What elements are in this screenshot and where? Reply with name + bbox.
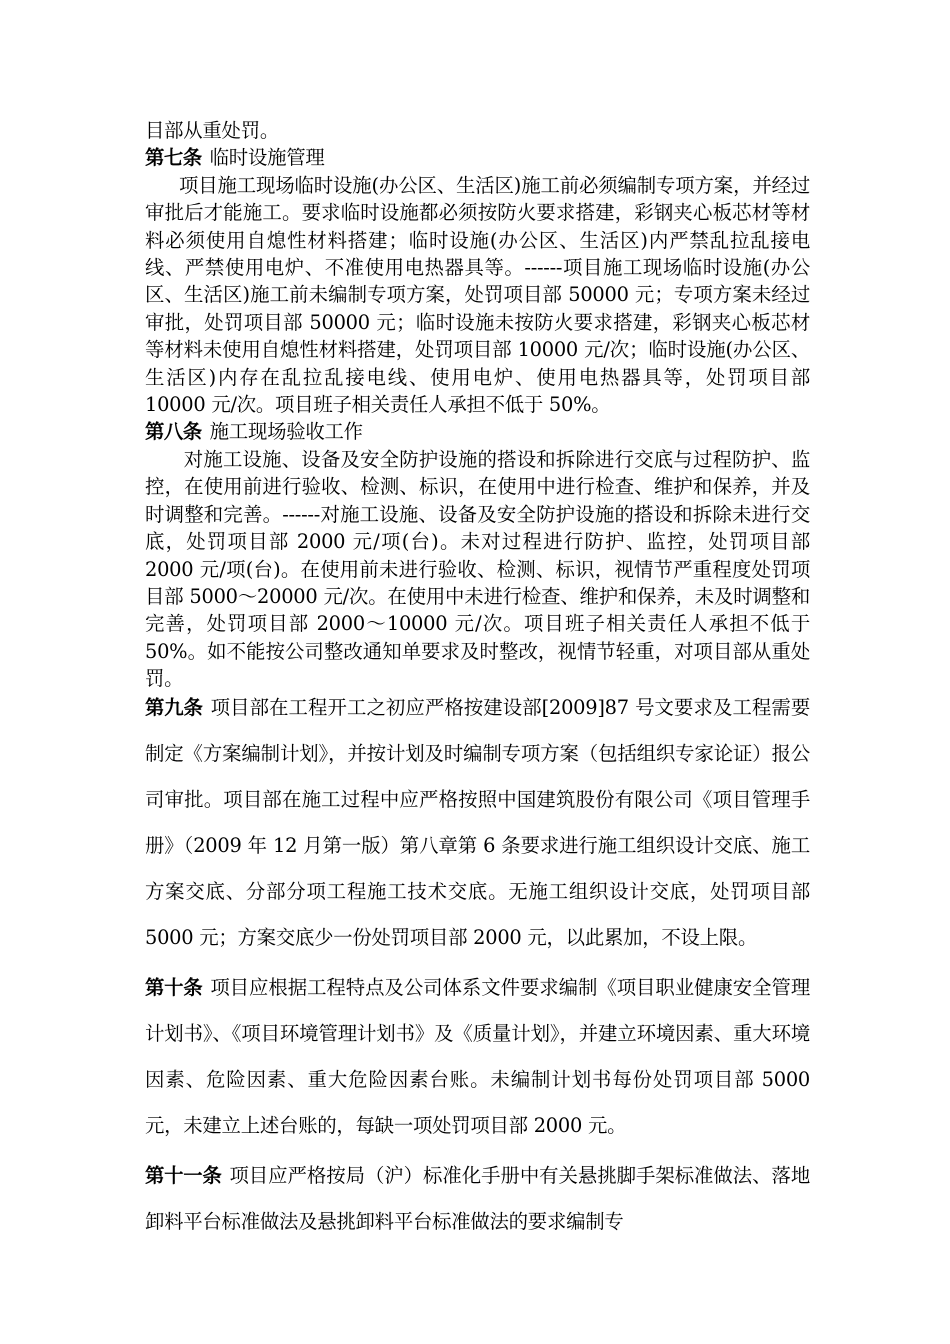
document-page [145, 117, 810, 1245]
article-8-heading [145, 418, 810, 445]
article-7-heading [145, 144, 810, 171]
article-10 [145, 965, 810, 1149]
article-11 [145, 1153, 810, 1245]
article-8-body: 对施工设施、设备及安全防护设施的搭设和拆除进行交底与过程防护、监控，在使用前进行验收、检测、标识，在使用中进行检查、维护和保养，并及时调整和完善。------对施工设施、设备及安全防护设施的搭设和拆除未进行交底，处罚项目部 2000 元/项(台)。未对过程进行防护、监控，处罚项目部 2000 元/项(台)。在使用前未进行验收、检测、标识，视情节严重程度处罚项目部 5000～20000 元/次。在使用中未进行检查、维护和保养，未及时调整和完善，处罚项目部 2000～10000 元/次。项目班子相关责任人承担不低于 50%。如不能按公司整改通知单要求及时整改，视情节轻重，对项目部从重处罚。 [145, 447, 810, 691]
article-8-title: 施工现场验收工作 [209, 420, 363, 444]
article-9 [145, 685, 810, 961]
article-10-body: 项目应根据工程特点及公司体系文件要求编制《项目职业健康安全管理计划书》、《项目环境管理计划书》及《质量计划》，并建立环境因素、重大环境因素、危险因素、重大危险因素台账。未编制计划书每份处罚项目部 5000 元，未建立上述台账的，每缺一项处罚项目部 2000 元。 [145, 975, 811, 1137]
article-10-number: 第十条 [145, 975, 203, 999]
article-9-body: 项目部在工程开工之初应严格按建设部[2009]87 号文要求及工程需要制定《方案编制计划》，并按计划及时编制专项方案（包括组织专家论证）报公司审批。项目部在施工过程中应严格按照中国建筑股份有限公司《项目管理手册》（2009 年 12 月第一版）第八章第 6 条要求进行施工组织设计交底、施工方案交底、分部分项工程施工技术交底。无施工组织设计交底，处罚项目部 5000 元；方案交底少一份处罚项目部 2000 元，以此累加，不设上限。 [145, 695, 810, 949]
article-8-number: 第八条 [145, 420, 202, 444]
article-11-number: 第十一条 [145, 1163, 222, 1187]
intro-tail: 目部从重处罚。 [145, 119, 279, 142]
article-7-body: 项目施工现场临时设施(办公区、生活区)施工前必须编制专项方案，并经过审批后才能施工。要求临时设施都必须按防火要求搭建，彩钢夹心板芯材等材料必须使用自熄性材料搭建；临时设施(办公区、生活区)内严禁乱拉乱接电线、严禁使用电炉、不准使用电热器具等。------项目施工现场临时设施(办公区、生活区)施工前未编制专项方案，处罚项目部 50000 元；专项方案未经过审批，处罚项目部 50000 元；临时设施未按防火要求搭建，彩钢夹心板芯材等材料未使用自熄性材料搭建，处罚项目部 10000 元/次；临时设施(办公区、生活区)内存在乱拉乱接电线、使用电炉、使用电热器具等，处罚项目部 10000 元/次。项目班子相关责任人承担不低于 50%。 [145, 173, 810, 417]
article-7-number: 第七条 [145, 146, 202, 170]
article-11-body: 项目应严格按局（沪）标准化手册中有关悬挑脚手架标准做法、落地卸料平台标准做法及悬挑卸料平台标准做法的要求编制专 [145, 1163, 810, 1233]
article-7-title: 临时设施管理 [209, 146, 325, 170]
article-9-number: 第九条 [145, 695, 203, 719]
